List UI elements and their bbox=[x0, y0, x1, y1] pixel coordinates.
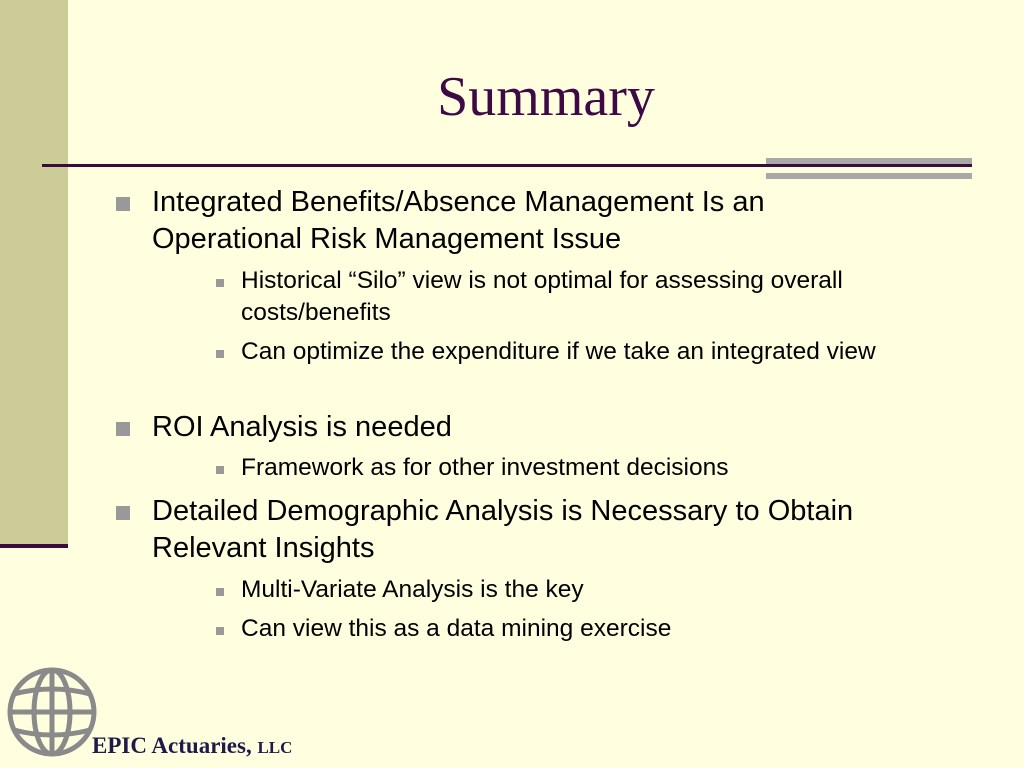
sub-bullet-square-icon bbox=[216, 279, 224, 287]
sub-bullet-item: Can optimize the expenditure if we take an integrated view bbox=[241, 338, 876, 365]
bullet-square-icon bbox=[116, 197, 130, 211]
sub-bullet-item: Can view this as a data mining exercise bbox=[241, 615, 672, 642]
left-accent-rule bbox=[0, 544, 68, 548]
bullet-item: Integrated Benefits/Absence Management Is an Operational Risk Management Issue bbox=[152, 186, 765, 255]
sub-bullet-square-icon bbox=[216, 350, 224, 358]
company-logo-text bbox=[92, 733, 292, 759]
sub-bullet-item: Framework as for other investment decisions bbox=[241, 454, 729, 481]
sub-bullet-square-icon bbox=[216, 588, 224, 596]
sub-bullet-item: Historical “Silo” view is not optimal for assessing overall costs/benefits bbox=[241, 267, 843, 326]
globe-icon bbox=[0, 656, 104, 768]
bullet-item: Detailed Demographic Analysis is Necessary to Obtain Relevant Insights bbox=[152, 495, 854, 564]
title-divider bbox=[42, 164, 972, 167]
title-accent-stripe-bottom bbox=[766, 173, 972, 179]
bullet-item: ROI Analysis is needed bbox=[152, 411, 452, 443]
company-suffix: LLC bbox=[257, 738, 293, 757]
company-name: EPIC Actuaries, bbox=[92, 733, 252, 758]
sub-bullet-item: Multi-Variate Analysis is the key bbox=[241, 576, 584, 603]
slide-title: Summary bbox=[437, 66, 655, 128]
title-accent-stripe-top bbox=[766, 158, 972, 164]
sub-bullet-square-icon bbox=[216, 466, 224, 474]
sub-bullet-square-icon bbox=[216, 627, 224, 635]
bullet-square-icon bbox=[116, 506, 130, 520]
bullet-square-icon bbox=[116, 422, 130, 436]
left-sidebar-bar bbox=[0, 0, 68, 545]
